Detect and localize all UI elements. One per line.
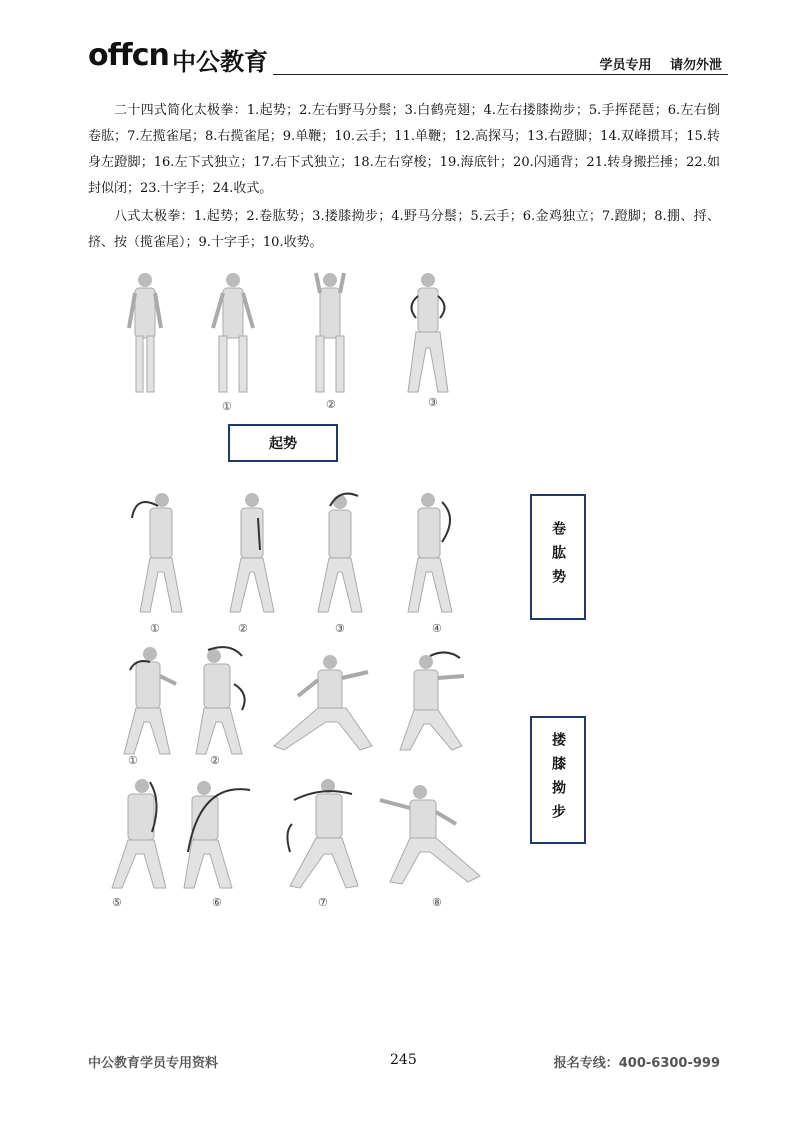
taichi-figure bbox=[203, 268, 263, 398]
header-tag-student-only: 学员专用 bbox=[599, 58, 652, 73]
taichi-figure bbox=[282, 772, 372, 894]
step-number: ③ bbox=[428, 396, 438, 409]
page-header bbox=[88, 30, 728, 82]
offcn-logo bbox=[88, 38, 268, 76]
taichi-figure bbox=[390, 650, 480, 754]
logo-cn-text: 中公教育 bbox=[172, 48, 268, 76]
step-number: ② bbox=[238, 622, 248, 635]
step-number: ① bbox=[222, 400, 232, 413]
taichi-figure bbox=[110, 640, 178, 760]
step-number: ⑧ bbox=[432, 896, 442, 909]
step-number: ⑦ bbox=[318, 896, 328, 909]
step-number: ② bbox=[210, 754, 220, 767]
taichi-figure bbox=[300, 268, 360, 398]
taichi-figure bbox=[115, 268, 175, 398]
taichi-figure bbox=[398, 268, 458, 398]
paragraph-24-form: 二十四式简化太极拳：1.起势；2.左右野马分鬃；3.白鹤亮翅；4.左右搂膝拗步；5.手挥琵琶；6.左右倒卷肱；7.左揽雀尾；8.右揽雀尾；9.单鞭；10.云手；11.单鞭；12.高探马；13.右蹬脚；14.双峰掼耳；15.转身左蹬脚；16.左下式独立；17.右下式独立；18.左右穿梭；19.海底针；20.闪通背；21.转身搬拦捶；22.如封似闭；23.十字手；24.收式。 bbox=[88, 103, 720, 196]
step-number: ⑤ bbox=[112, 896, 122, 909]
footer-source: 中公教育学员专用资料 bbox=[88, 1056, 219, 1071]
page-footer bbox=[88, 1052, 720, 1076]
taichi-figure bbox=[190, 640, 260, 760]
taichi-figure bbox=[402, 488, 462, 618]
taichi-figure bbox=[268, 650, 378, 754]
label-louxiaobu: 搂膝拗步 bbox=[530, 716, 586, 844]
label-qishi: 起势 bbox=[228, 424, 338, 462]
taichi-figure bbox=[104, 772, 174, 894]
step-number: ④ bbox=[432, 622, 442, 635]
step-number: ② bbox=[326, 398, 336, 411]
taichi-figure bbox=[310, 488, 370, 618]
header-tag-confidential: 请勿外泄 bbox=[669, 58, 722, 73]
page-number: 245 bbox=[390, 1052, 417, 1068]
logo-latin-text: offcn bbox=[88, 38, 169, 73]
label-juangongshi: 卷肱势 bbox=[530, 494, 586, 620]
footer-hotline: 报名专线：400-6300-999 bbox=[553, 1056, 720, 1071]
taichi-figure bbox=[376, 778, 486, 890]
paragraph-8-form: 八式太极拳：1.起势；2.卷肱势；3.搂膝拗步；4.野马分鬃；5.云手；6.金鸡独立；7.蹬脚；8.掤、捋、挤、按（揽雀尾）；9.十字手；10.收势。 bbox=[88, 209, 720, 250]
header-rule bbox=[273, 74, 728, 75]
step-number: ① bbox=[128, 754, 138, 767]
taichi-figure bbox=[222, 488, 282, 618]
taichi-figure bbox=[180, 772, 256, 894]
step-number: ⑥ bbox=[212, 896, 222, 909]
header-tags bbox=[599, 54, 722, 73]
step-number: ① bbox=[150, 622, 160, 635]
taichi-figure bbox=[128, 488, 188, 618]
step-number: ③ bbox=[335, 622, 345, 635]
